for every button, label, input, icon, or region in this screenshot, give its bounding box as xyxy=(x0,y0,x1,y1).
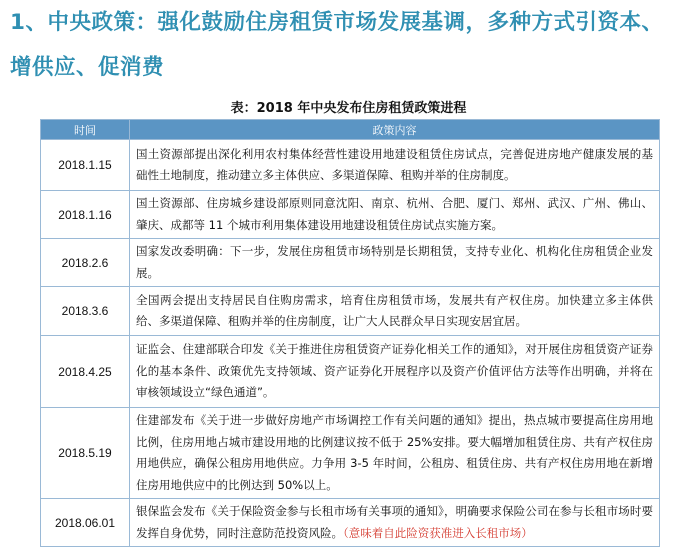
table-row xyxy=(41,191,660,239)
table-row xyxy=(41,408,660,499)
row-content-text: 银保监会发布《关于保险资金参与长租市场有关事项的通知》，明确要求保险公司在参与长租市场时要发挥自身优势，同时注意防范投资风险。 xyxy=(136,504,653,540)
table-row xyxy=(41,140,660,191)
policy-table xyxy=(40,119,660,547)
row-content: 国土资源部提出深化利用农村集体经营性建设用地建设租赁住房试点，完善促进房地产健康发展的基础性土地制度，推动建立多主体供应、多渠道保障、租购并举的住房制度。 xyxy=(130,140,660,191)
row-content xyxy=(130,499,660,547)
row-content: 全国两会提出支持居民自住购房需求，培育住房租赁市场，发展共有产权住房。加快建立多主体供给、多渠道保障、租购并举的住房制度，让广大人民群众早日实现安居宜居。 xyxy=(130,287,660,336)
table-row xyxy=(41,336,660,408)
section-heading-line-1: 1、中央政策：强化鼓励住房租赁市场发展基调，多种方式引资本、 xyxy=(10,10,664,35)
row-date: 2018.3.6 xyxy=(41,287,130,336)
row-content: 住建部发布《关于进一步做好房地产市场调控工作有关问题的通知》提出，热点城市要提高住房用地比例，住房用地占城市建设用地的比例建议按不低于 25%安排。要大幅增加租赁住房、共有产权住房用地供应，确保公租房用地供应。力争用 3-5 年时间，公租房、租赁住房、共有产权住房用地在新增住房用地供应中的比例达到 50%以上。 xyxy=(130,408,660,499)
column-header-content: 政策内容 xyxy=(130,120,660,140)
table-row xyxy=(41,499,660,547)
row-date: 2018.4.25 xyxy=(41,336,130,408)
row-date: 2018.1.15 xyxy=(41,140,130,191)
row-content: 国家发改委明确：下一步，发展住房租赁市场特别是长期租赁，支持专业化、机构化住房租赁企业发展。 xyxy=(130,239,660,287)
table-caption: 表：2018 年中央发布住房租赁政策进程 xyxy=(230,101,467,116)
table-row xyxy=(41,287,660,336)
row-date: 2018.2.6 xyxy=(41,239,130,287)
row-date: 2018.1.16 xyxy=(41,191,130,239)
table-row xyxy=(41,239,660,287)
row-content: 证监会、住建部联合印发《关于推进住房租赁资产证券化相关工作的通知》，对开展住房租赁资产证券化的基本条件、政策优先支持领域、资产证券化开展程序以及资产价值评估方法等作出明确，并将在审核领域设立“绿色通道”。 xyxy=(130,336,660,408)
row-content: 国土资源部、住房城乡建设部原则同意沈阳、南京、杭州、合肥、厦门、郑州、武汉、广州、佛山、肇庆、成都等 11 个城市利用集体建设用地建设租赁住房试点实施方案。 xyxy=(130,191,660,239)
column-header-time: 时间 xyxy=(41,120,130,140)
section-heading xyxy=(10,0,697,90)
table-header-row xyxy=(41,120,660,140)
section-heading-line-2: 增供应、促消费 xyxy=(10,55,165,80)
row-note: （意味着自此险资获准进入长租市场） xyxy=(343,525,533,540)
row-date: 2018.5.19 xyxy=(41,408,130,499)
row-date: 2018.06.01 xyxy=(41,499,130,547)
